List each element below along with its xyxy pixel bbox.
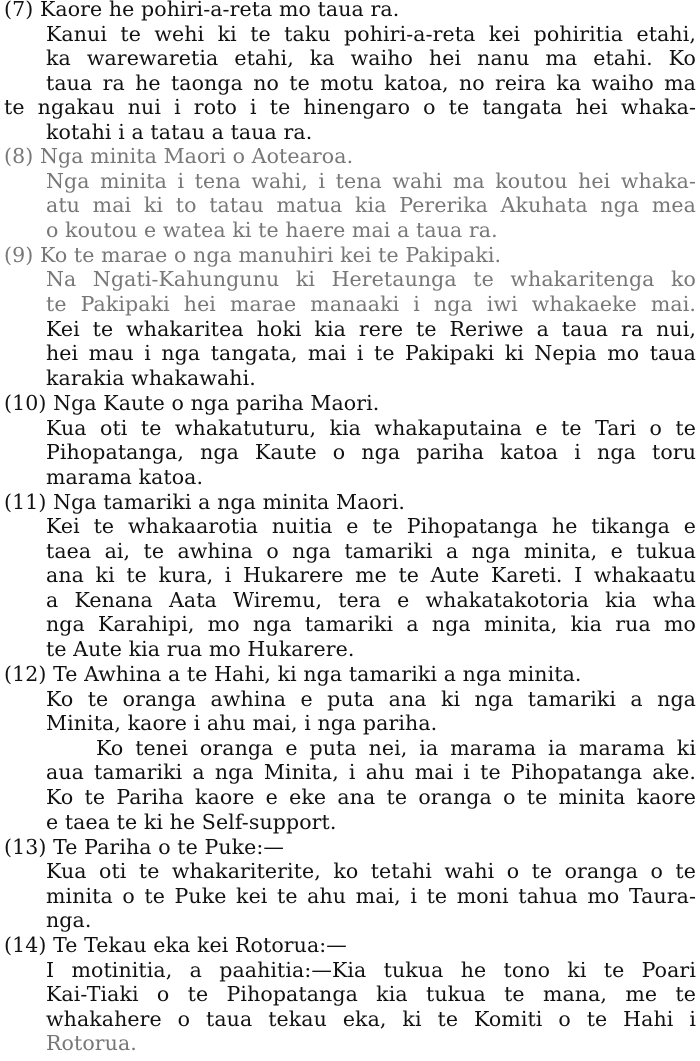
- section-heading: (14) Te Tekau eka kei Rotorua:—: [4, 933, 347, 957]
- paragraph-line: Kua oti te whakatuturu, kia whakaputaina e te Tari o te: [46, 416, 696, 440]
- paragraph-line: kotahi i a tatau a taua ra.: [46, 120, 313, 144]
- paragraph-line: hei mau i nga tangata, mai i te Pakipaki ki Nepia mo taua: [46, 341, 696, 365]
- paragraph-line: Kanui te wehi ki te taku pohiri-a-reta kei pohiritia etahi,: [46, 22, 696, 46]
- paragraph-line: Pihopatanga, nga Kaute o nga pariha katoa i nga toru: [46, 440, 696, 464]
- paragraph-line: taea ai, te awhina o nga tamariki a nga minita, e tukua: [46, 539, 696, 563]
- paragraph-line: nga Karahipi, mo nga tamariki a nga minita, kia rua mo: [46, 612, 696, 636]
- paragraph-line: karakia whakawahi.: [46, 366, 256, 390]
- paragraph-line: Na Ngati-Kahungunu ki Heretaunga te whakaritenga ko: [46, 267, 696, 291]
- paragraph-line: nga.: [46, 908, 92, 932]
- paragraph-line: Ko te oranga awhina e puta ana ki nga tamariki a nga: [46, 687, 696, 711]
- paragraph-line: ana ki te kura, i Hukarere me te Aute Kareti. I whakaatu: [46, 563, 696, 587]
- paragraph-line: Kua oti te whakariterite, ko tetahi wahi o te oranga o te: [46, 859, 696, 883]
- section-heading: (12) Te Awhina a te Hahi, ki nga tamariki a nga minita.: [4, 662, 582, 686]
- paragraph-line: whakahere o taua tekau eka, ki te Komiti o te Hahi i: [46, 1007, 696, 1031]
- paragraph-line: a Kenana Aata Wiremu, tera e whakatakotoria kia wha: [46, 588, 696, 612]
- section-heading: (7) Kaore he pohiri-a-reta mo taua ra.: [4, 0, 400, 21]
- paragraph-line: Kei te whakaarotia nuitia e te Pihopatanga he tikanga e: [46, 514, 696, 538]
- paragraph-line: te Pakipaki hei marae manaaki i nga iwi whakaeke mai.: [46, 292, 696, 316]
- section-heading: (10) Nga Kaute o nga pariha Maori.: [4, 391, 380, 415]
- paragraph-line: ka warewaretia etahi, ka waiho hei nanu ma etahi. Ko: [46, 46, 696, 70]
- paragraph-line: aua tamariki a nga Minita, i ahu mai i te Pihopatanga ake.: [46, 760, 696, 784]
- paragraph-line: Kei te whakaritea hoki kia rere te Reriwe a taua ra nui,: [46, 317, 696, 341]
- paragraph-line: e taea te ki he Self-support.: [46, 810, 337, 834]
- paragraph-line: atu mai ki to tatau matua kia Pererika Akuhata nga mea: [46, 193, 696, 217]
- paragraph-line: Rotorua.: [46, 1031, 137, 1055]
- paragraph-line: Minita, kaore i ahu mai, i nga pariha.: [46, 711, 438, 735]
- paragraph-line: marama katoa.: [46, 465, 204, 489]
- paragraph-line: minita o te Puke kei te ahu mai, i te moni tahua mo Taura-: [46, 884, 696, 908]
- paragraph-line: I motinitia, a paahitia:—Kia tukua he tono ki te Poari: [46, 958, 696, 982]
- paragraph-line: te ngakau nui i roto i te hinengaro o te tangata hei whaka-: [4, 95, 696, 119]
- section-heading: (9) Ko te marae o nga manuhiri kei te Pakipaki.: [4, 243, 502, 267]
- paragraph-line: Nga minita i tena wahi, i tena wahi ma koutou hei whaka-: [46, 169, 696, 193]
- paragraph-line: Ko te Pariha kaore e eke ana te oranga o te minita kaore: [46, 785, 696, 809]
- section-heading: (8) Nga minita Maori o Aotearoa.: [4, 144, 354, 168]
- paragraph-line: Kai-Tiaki o te Pihopatanga kia tukua te mana, me te: [46, 982, 696, 1006]
- paragraph-line: te Aute kia rua mo Hukarere.: [46, 637, 355, 661]
- paragraph-line: Ko tenei oranga e puta nei, ia marama ia marama ki: [96, 736, 696, 760]
- paragraph-line: o koutou e watea ki te haere mai a taua ra.: [46, 218, 498, 242]
- section-heading: (13) Te Pariha o te Puke:—: [4, 835, 285, 859]
- section-heading: (11) Nga tamariki a nga minita Maori.: [4, 490, 406, 514]
- paragraph-line: taua ra he taonga no te motu katoa, no reira ka waiho ma: [46, 71, 696, 95]
